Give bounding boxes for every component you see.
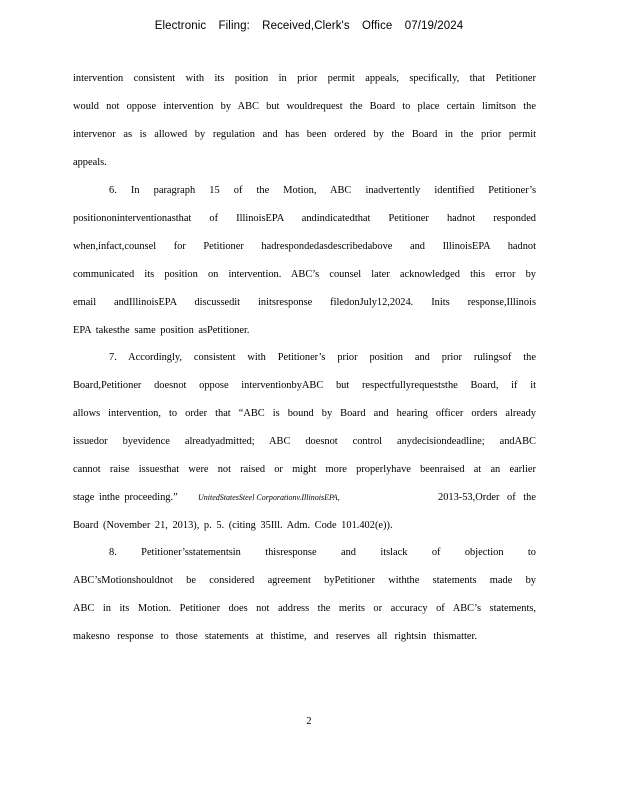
body-line: ABC’sMotionshouldnot be considered agreement byPetitioner withthe statements made by [73,575,536,586]
body-line: would not oppose intervention by ABC but wouldrequest the Board to place certain limitson the [73,101,536,112]
paragraph-7-start: 7. Accordingly, consistent with Petitioner’s prior position and prior rulingsof the [109,352,536,363]
body-line: ABC in its Motion. Petitioner does not address the merits or accuracy of ABC’s statements, [73,603,536,614]
page-number: 2 [306,716,312,727]
paragraph-8-start: 8. Petitioner’sstatementsin thisresponse and itslack of objection to [109,547,536,558]
body-line: allows intervention, to order that “ABC is bound by Board and hearing officer orders already [73,408,536,419]
body-line: positiononinterventionasthat of IllinoisEPA andindicatedthat Petitioner hadnot responded [73,213,536,224]
body-line: Board (November 21, 2013), p. 5. (citing 35Ill. Adm. Code 101.402(e)). [73,520,393,531]
body-line: EPA takesthe same position asPetitioner. [73,325,250,336]
body-line: makesno response to those statements at thistime, and reserves all rightsin thismatter. [73,631,477,642]
filing-stamp-header: Electronic Filing: Received,Clerk's Office 07/19/2024 [154,20,464,32]
case-name: UnitedStatesSteel Corporationv.IllinoisEPA, [198,493,340,502]
body-line: appeals. [73,157,107,168]
citation-lead: stage inthe proceeding.” [73,492,178,503]
body-line: when,infact,counsel for Petitioner hadrespondedasdescribedabove and IllinoisEPA hadnot [73,241,536,252]
paragraph-6-start: 6. In paragraph 15 of the Motion, ABC inadvertently identified Petitioner’s [109,185,536,196]
body-line: intervention consistent with its position in prior permit appeals, specifically, that Petitioner [73,73,536,84]
body-line: issuedor byevidence alreadyadmitted; ABC doesnot control anydecisiondeadline; andABC [73,436,536,447]
body-line: email andIllinoisEPA discussedit initsresponse filedonJuly12,2024. Inits response,Illinois [73,297,536,308]
citation-line [73,492,536,506]
body-line: communicated its position on intervention. ABC’s counsel later acknowledged this error by [73,269,536,280]
body-line: Board,Petitioner doesnot oppose interventionbyABC but respectfullyrequeststhe Board, if it [73,380,536,391]
body-line: intervenor as is allowed by regulation and has been ordered by the Board in the prior permit [73,129,536,140]
body-line: cannot raise issuesthat were not raised or might more properlyhave beenraised at an earlier [73,464,536,475]
case-number: 2013-53,Order of the [438,492,536,503]
